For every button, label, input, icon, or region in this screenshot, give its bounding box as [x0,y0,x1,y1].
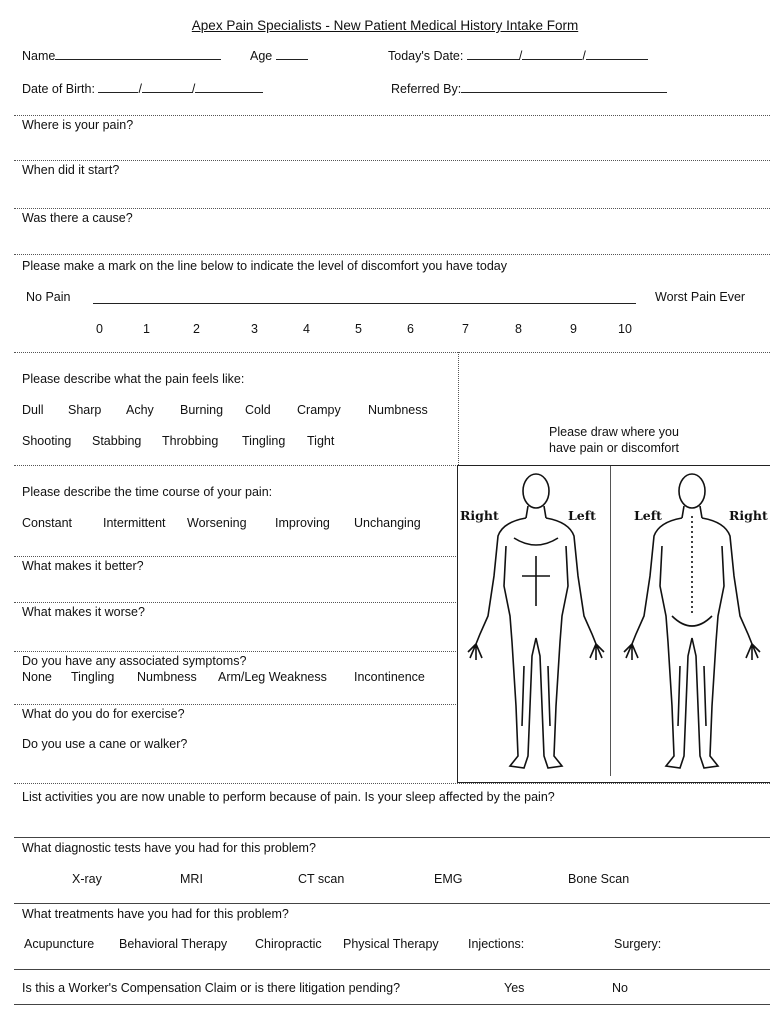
pain-option-tingling[interactable]: Tingling [242,434,286,448]
worse-question[interactable]: What makes it worse? [22,605,145,619]
divider [14,837,770,838]
time-course-option-constant[interactable]: Constant [22,516,73,530]
claim-question: Is this a Worker's Compensation Claim or is there litigation pending? [22,981,401,995]
divider [14,602,458,603]
divider [14,783,770,784]
name-field[interactable] [22,48,221,63]
pain-option-tight[interactable]: Tight [307,434,335,448]
treatment-option-physical-therapy[interactable]: Physical Therapy [343,937,439,951]
cane-question[interactable]: Do you use a cane or walker? [22,737,188,751]
symptom-option-none[interactable]: None [22,670,52,684]
scale-right-label: Worst Pain Ever [655,290,746,304]
test-option-x-ray[interactable]: X-ray [72,872,102,886]
when-start-question[interactable]: When did it start? [22,163,120,177]
front-left-label: Left [568,508,596,523]
treatment-option-chiropractic[interactable]: Chiropractic [255,937,322,951]
treatment-option-acupuncture[interactable]: Acupuncture [24,937,95,951]
treatments-question: What treatments have you had for this problem? [22,907,289,921]
time-course-option-worsening[interactable]: Worsening [187,516,247,530]
scale-tick-10: 10 [618,322,632,336]
scale-tick-5: 5 [355,322,362,336]
draw-instruction-line1: Please draw where you [549,425,679,439]
divider [14,903,770,904]
activities-question[interactable]: List activities you are now unable to perform because of pain. Is your sleep affected by the pain? [22,790,555,804]
time-course-option-unchanging[interactable]: Unchanging [354,516,421,530]
tests-question: What diagnostic tests have you had for this problem? [22,841,316,855]
test-option-mri[interactable]: MRI [180,872,203,886]
pain-option-burning[interactable]: Burning [180,403,224,417]
pain-option-numbness[interactable]: Numbness [368,403,428,417]
name-label: Name [22,49,56,63]
divider [14,651,458,652]
scale-tick-3: 3 [251,322,258,336]
scale-instruction: Please make a mark on the line below to indicate the level of discomfort you have today [22,259,507,273]
where-pain-question[interactable]: Where is your pain? [22,118,134,132]
draw-instruction-line2: have pain or discomfort [549,441,679,455]
claim-option-yes[interactable]: Yes [504,981,525,995]
scale-tick-1: 1 [143,322,150,336]
treatment-option-surgery[interactable]: Surgery: [614,937,662,951]
pain-option-cold[interactable]: Cold [245,403,271,417]
cause-question[interactable]: Was there a cause? [22,211,133,225]
better-question[interactable]: What makes it better? [22,559,144,573]
referred-by-label: Referred By: [391,82,462,96]
divider [14,556,458,557]
scale-tick-4: 4 [303,322,310,336]
divider [14,208,770,209]
time-course-option-intermittent[interactable]: Intermittent [103,516,166,530]
divider [14,254,770,255]
form-title: Apex Pain Specialists - New Patient Medical History Intake Form [191,18,579,33]
pain-option-stabbing[interactable]: Stabbing [92,434,142,448]
scale-tick-2: 2 [193,322,200,336]
describe-pain-question: Please describe what the pain feels like: [22,372,245,386]
symptom-option-numbness[interactable]: Numbness [137,670,197,684]
pain-option-throbbing[interactable]: Throbbing [162,434,219,448]
symptom-option-tingling[interactable]: Tingling [71,670,115,684]
divider [14,465,458,466]
divider [14,1004,770,1005]
divider [14,704,458,705]
age-field[interactable] [250,48,308,63]
divider [14,115,770,116]
scale-tick-6: 6 [407,322,414,336]
scale-tick-9: 9 [570,322,577,336]
pain-option-shooting[interactable]: Shooting [22,434,72,448]
symptom-option-arm-leg-weakness[interactable]: Arm/Leg Weakness [218,670,327,684]
pain-option-sharp[interactable]: Sharp [68,403,102,417]
back-right-label: Right [729,508,768,523]
scale-tick-0: 0 [96,322,103,336]
exercise-question[interactable]: What do you do for exercise? [22,707,185,721]
pain-scale-line[interactable] [93,303,636,304]
time-course-option-improving[interactable]: Improving [275,516,330,530]
test-option-ct-scan[interactable]: CT scan [298,872,345,886]
scale-tick-8: 8 [515,322,522,336]
test-option-emg[interactable]: EMG [434,872,463,886]
body-outline-svg [458,466,770,784]
associated-question: Do you have any associated symptoms? [22,654,247,668]
symptom-option-incontinence[interactable]: Incontinence [354,670,425,684]
age-label: Age [250,49,273,63]
back-body-icon [624,474,760,768]
referred-by-field[interactable] [391,81,667,96]
body-diagram[interactable] [457,465,770,783]
todays-date-field[interactable]: Today's Date: / / [388,48,648,63]
pain-option-achy[interactable]: Achy [126,403,154,417]
divider [14,160,770,161]
todays-date-label: Today's Date: [388,49,464,63]
pain-option-dull[interactable]: Dull [22,403,44,417]
claim-option-no[interactable]: No [612,981,628,995]
scale-left-label: No Pain [26,290,71,304]
front-body-icon [468,474,604,768]
scale-tick-7: 7 [462,322,469,336]
pain-option-crampy[interactable]: Crampy [297,403,341,417]
front-right-label: Right [460,508,499,523]
test-option-bone-scan[interactable]: Bone Scan [568,872,630,886]
divider [14,969,770,970]
divider [14,352,770,353]
dob-field[interactable]: Date of Birth: / / [22,81,263,96]
time-course-question: Please describe the time course of your pain: [22,485,273,499]
dob-label: Date of Birth: [22,82,95,96]
treatment-option-behavioral-therapy[interactable]: Behavioral Therapy [119,937,228,951]
treatment-option-injections[interactable]: Injections: [468,937,525,951]
back-left-label: Left [634,508,662,523]
